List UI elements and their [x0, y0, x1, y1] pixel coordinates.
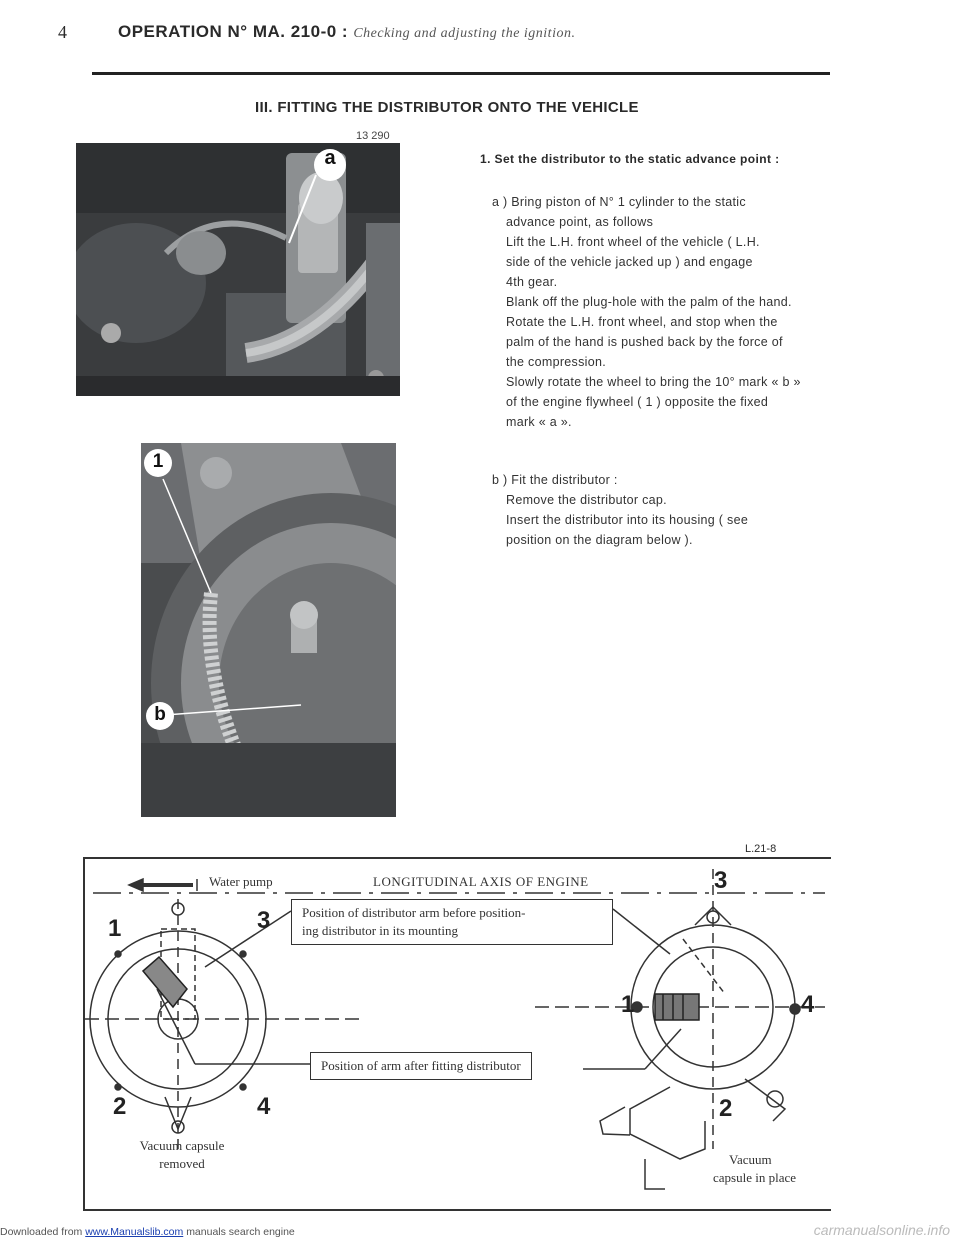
label-b: b [154, 704, 166, 725]
step-a-line: 4th gear. [506, 275, 558, 289]
step-a-line: palm of the hand is pushed back by the force of [506, 335, 783, 349]
right-number-1: 1 [621, 991, 635, 1018]
right-number-4: 4 [801, 991, 815, 1018]
section-title: III. FITTING THE DISTRIBUTOR ONTO THE VEHICLE [255, 99, 639, 116]
step-a-line: mark « a ». [506, 415, 572, 429]
left-number-1: 1 [108, 915, 122, 942]
arm-before-line: ing distributor in its mounting [302, 923, 459, 938]
step-a-line: of the engine flywheel ( 1 ) opposite the fixed [506, 395, 769, 409]
water-pump-label: Water pump [209, 874, 273, 889]
distributor-diagram [83, 857, 831, 1211]
page-number: 4 [58, 22, 67, 42]
vacuum-removed-line: Vacuum capsule [139, 1138, 225, 1153]
vacuum-in-place-line: capsule in place [713, 1170, 797, 1185]
step-b-line: b ) Fit the distributor : [492, 473, 618, 487]
right-number-3: 3 [714, 867, 728, 894]
left-number-2: 2 [113, 1093, 127, 1120]
distributor-photo [76, 143, 400, 396]
header-rule [92, 72, 830, 75]
step-b-text [492, 470, 748, 550]
axis-label: LONGITUDINAL AXIS OF ENGINE [373, 874, 589, 889]
right-number-2: 2 [719, 1095, 733, 1122]
step-b-line: Remove the distributor cap. [506, 493, 667, 507]
left-number-3: 3 [257, 907, 271, 934]
step-a-line: Lift the L.H. front wheel of the vehicle ( L.H. [506, 235, 760, 249]
operation-title [118, 22, 575, 42]
label-a: a [324, 147, 336, 169]
footer-prefix: Downloaded from [0, 1226, 83, 1238]
site-watermark: carmanualsonline.info [813, 1222, 950, 1238]
operation-code: OPERATION N° MA. 210-0 : [118, 22, 349, 41]
operation-subtitle: Checking and adjusting the ignition. [353, 26, 576, 41]
step-heading: 1. Set the distributor to the static advance point : [480, 152, 780, 166]
left-number-4: 4 [257, 1093, 271, 1120]
vacuum-removed-line: removed [159, 1156, 205, 1171]
step-a-line: advance point, as follows [506, 215, 654, 229]
vacuum-in-place-caption [713, 1151, 796, 1187]
step-b-line: position on the diagram below ). [506, 533, 693, 547]
step-a-line: Slowly rotate the wheel to bring the 10° mark « b » [506, 375, 801, 389]
flywheel-photo [141, 443, 396, 817]
photo-reference: 13 290 [356, 130, 390, 142]
step-b-line: Insert the distributor into its housing ( see [506, 513, 749, 527]
step-a-line: side of the vehicle jacked up ) and engage [506, 255, 753, 269]
step-a-line: Rotate the L.H. front wheel, and stop when the [506, 315, 778, 329]
step-a-line: a ) Bring piston of N° 1 cylinder to the static [492, 195, 746, 209]
step-a-line: Blank off the plug-hole with the palm of the hand. [506, 295, 792, 309]
arm-before-box [291, 899, 613, 945]
arm-before-line: Position of distributor arm before position- [302, 905, 526, 920]
step-a-line: the compression. [506, 355, 606, 369]
arm-after-box: Position of arm after fitting distributor [310, 1052, 532, 1080]
label-1: 1 [152, 451, 164, 472]
manualslib-link[interactable]: www.Manualslib.com [85, 1226, 184, 1238]
vacuum-removed-caption [123, 1137, 241, 1173]
vacuum-in-place-line: Vacuum [729, 1152, 772, 1167]
figure-reference: L.21-8 [745, 843, 777, 855]
footer-suffix: manuals search engine [186, 1226, 295, 1238]
step-a-text [492, 192, 801, 432]
